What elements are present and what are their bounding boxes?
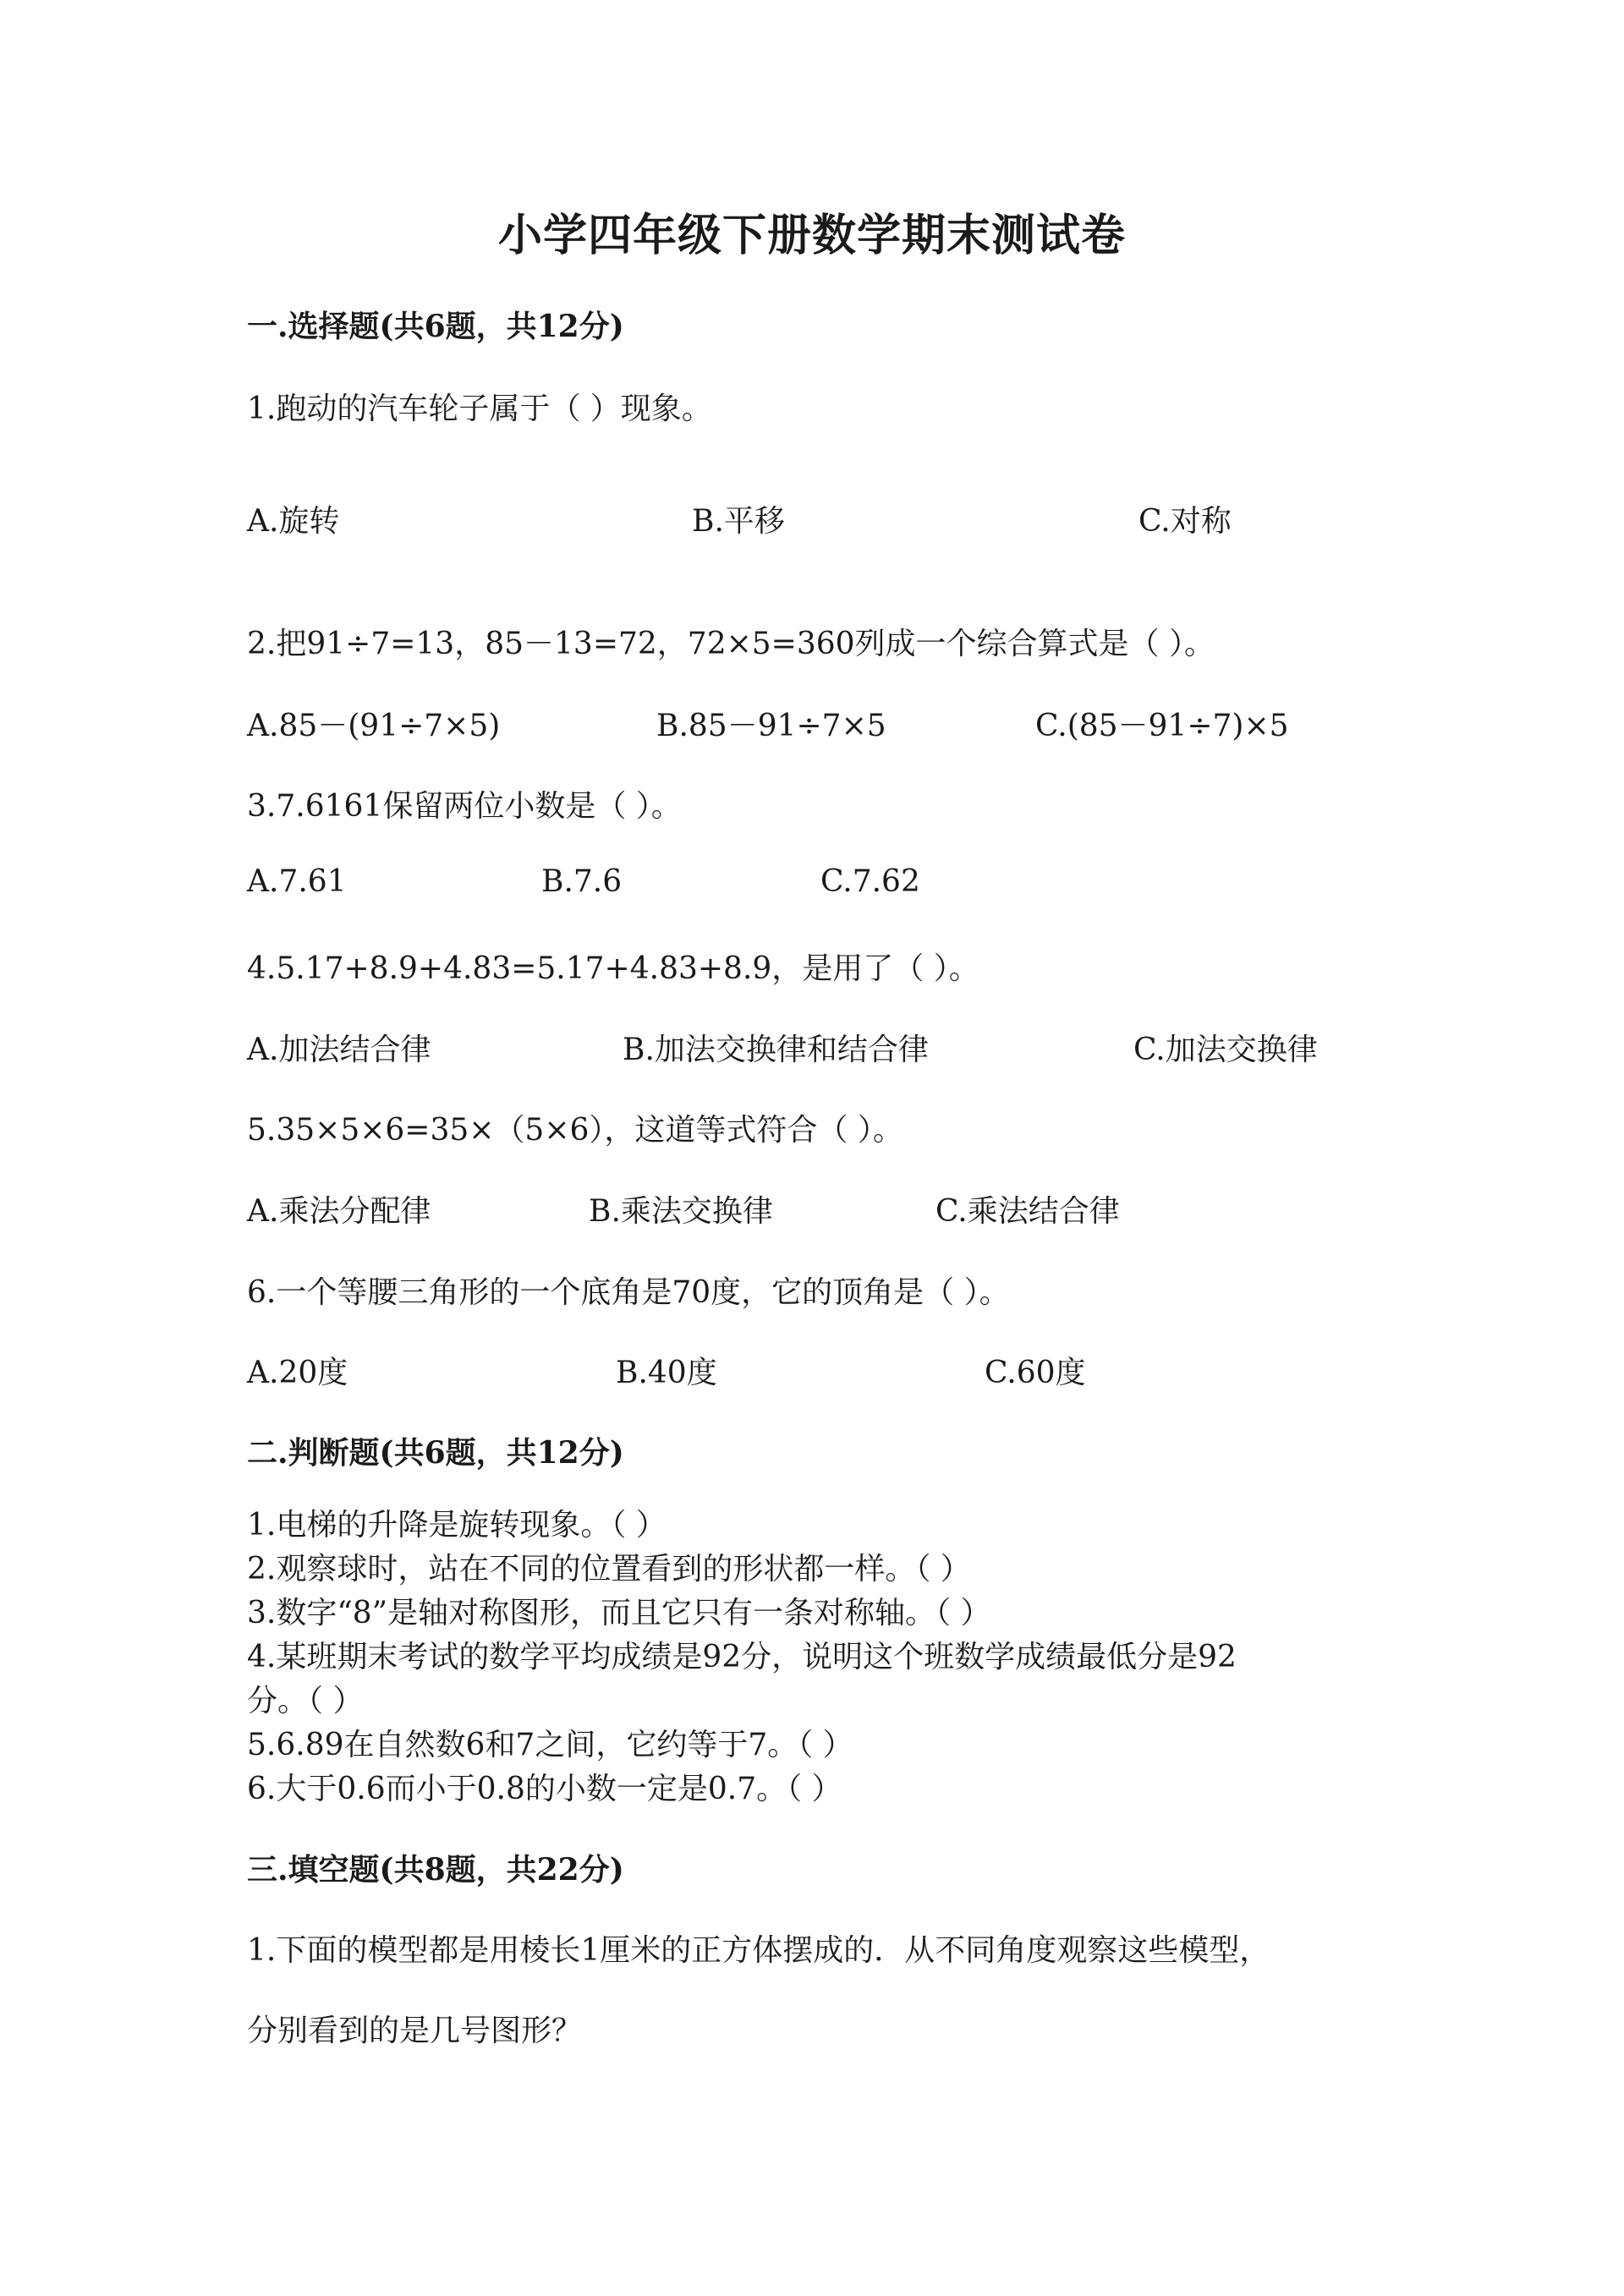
question-text: 5.35×5×6=35×（5×6），这道等式符合（ ）。 (247, 1113, 903, 1148)
option-b: B.40度 (616, 1356, 717, 1390)
option-a: A.乘法分配律 (247, 1194, 431, 1229)
statement-line: 4.某班期末考试的数学平均成绩是92分，说明这个班数学成绩最低分是92 (247, 1640, 1237, 1674)
section-heading-true-false: 二.判断题(共6题，共12分) (247, 1435, 624, 1471)
option-c: C.60度 (985, 1356, 1086, 1390)
question-text: 2.把91÷7=13，85－13=72，72×5=360列成一个综合算式是（ ）。 (247, 627, 1215, 661)
question-text: 4.5.17+8.9+4.83=5.17+4.83+8.9，是用了（ ）。 (247, 951, 979, 986)
statement-line: 2.观察球时，站在不同的位置看到的形状都一样。（ ） (247, 1552, 971, 1586)
option-b: B.平移 (692, 504, 785, 539)
page-title: 小学四年级下册数学期末测试卷 (497, 210, 1126, 261)
option-c: C.7.62 (820, 864, 920, 899)
section-heading-choice: 一.选择题(共6题，共12分) (247, 309, 624, 344)
question-text: 1.跑动的汽车轮子属于（ ）现象。 (247, 392, 712, 426)
question-text: 分别看到的是几号图形？ (247, 2014, 583, 2048)
statement-line: 3.数字“8”是轴对称图形，而且它只有一条对称轴。（ ） (247, 1596, 991, 1630)
option-a: A.85－(91÷7×5) (247, 709, 501, 743)
question-text: 1.下面的模型都是用棱长1厘米的正方体摆成的．从不同角度观察这些模型， (247, 1933, 1270, 1968)
option-b: B.85－91÷7×5 (656, 709, 886, 743)
option-c: C.加法交换律 (1133, 1033, 1318, 1067)
option-a: A.20度 (247, 1356, 348, 1390)
option-a: A.加法结合律 (247, 1033, 431, 1067)
option-c: C.对称 (1138, 504, 1232, 539)
option-a: A.7.61 (247, 864, 347, 899)
statement-line: 1.电梯的升降是旋转现象。（ ） (247, 1508, 667, 1543)
question-text: 6.一个等腰三角形的一个底角是70度，它的顶角是（ ）。 (247, 1275, 1010, 1310)
statement-line: 6.大于0.6而小于0.8的小数一定是0.7。（ ） (247, 1772, 842, 1806)
option-b: B.加法交换律和结合律 (623, 1033, 929, 1067)
option-c: C.(85－91÷7)×5 (1035, 709, 1289, 743)
option-b: B.7.6 (541, 864, 623, 899)
option-b: B.乘法交换律 (589, 1194, 773, 1229)
option-a: A.旋转 (247, 504, 340, 539)
statement-line: 分。（ ） (247, 1684, 364, 1718)
option-c: C.乘法结合律 (935, 1194, 1120, 1229)
question-text: 3.7.6161保留两位小数是（ ）。 (247, 789, 682, 824)
section-heading-fill-blank: 三.填空题(共8题，共22分) (247, 1852, 624, 1888)
statement-line: 5.6.89在自然数6和7之间，它约等于7。（ ） (247, 1728, 853, 1762)
